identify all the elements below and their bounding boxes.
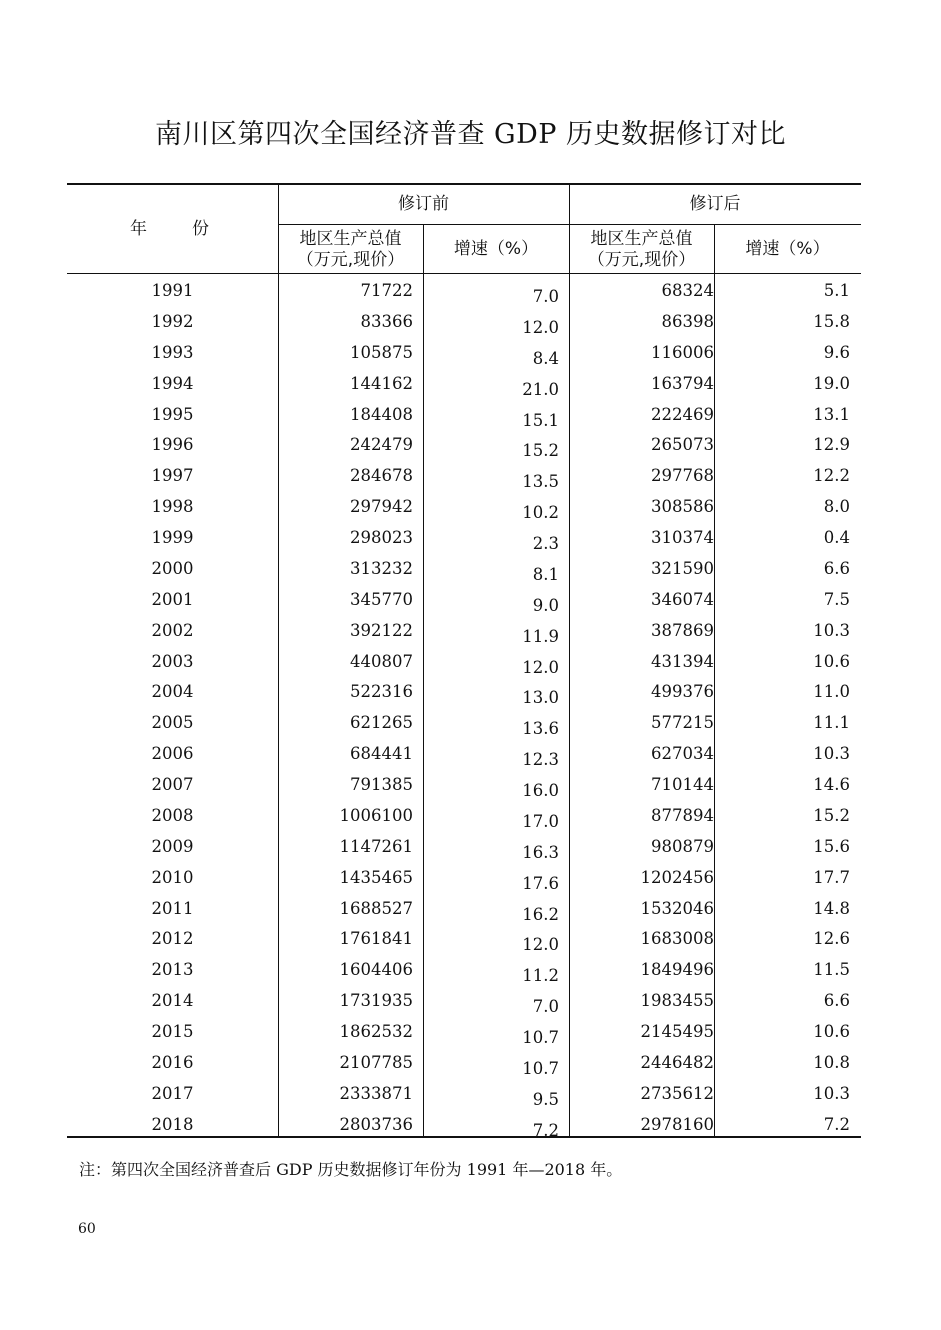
table-row [67, 929, 861, 955]
after-gdp-cell: 1983455 [640, 991, 714, 1011]
table-row [67, 651, 861, 677]
before-growth-cell: 8.4 [532, 348, 559, 368]
table-body [67, 281, 861, 1140]
gdp-header-line1: 地区生产总值 [299, 229, 402, 249]
year-cell: 2017 [151, 1083, 194, 1103]
year-cell: 1997 [151, 466, 194, 486]
table-row [67, 497, 861, 523]
year-cell: 2018 [151, 1114, 194, 1134]
year-cell: 2009 [151, 836, 194, 856]
gdp-header-line2: （万元,现价） [587, 250, 696, 270]
after-gdp-cell: 222469 [651, 404, 714, 424]
before-gdp-cell: 1761841 [339, 929, 413, 949]
before-gdp-cell: 392122 [350, 620, 413, 640]
table-row [67, 867, 861, 893]
table-row [67, 991, 861, 1017]
after-gdp-cell: 163794 [651, 373, 714, 393]
after-growth-header: 增速（%） [745, 239, 830, 259]
after-gdp-cell: 877894 [651, 805, 714, 825]
gdp-revision-table [67, 183, 861, 1138]
before-growth-cell: 8.1 [532, 564, 559, 584]
after-growth-cell: 5.1 [823, 281, 850, 300]
table-row [67, 960, 861, 986]
after-gdp-cell: 346074 [651, 589, 714, 609]
before-growth-cell: 16.2 [522, 904, 559, 924]
before-growth-cell: 12.0 [522, 935, 559, 955]
before-growth-cell: 2.3 [532, 534, 559, 553]
after-gdp-cell: 265073 [651, 435, 714, 455]
table-row [67, 836, 861, 862]
before-gdp-cell: 1006100 [339, 805, 413, 825]
before-growth-cell: 13.0 [522, 688, 559, 708]
table-row [67, 373, 861, 399]
year-cell: 1999 [151, 528, 194, 547]
table-row [67, 1083, 861, 1109]
after-gdp-cell: 980879 [651, 836, 714, 856]
after-gdp-cell: 1849496 [640, 960, 714, 980]
table-row [67, 281, 861, 306]
before-growth-cell: 15.2 [522, 441, 559, 461]
before-gdp-cell: 184408 [350, 404, 413, 424]
before-revision-header: 修订前 [398, 194, 449, 214]
after-growth-cell: 10.6 [813, 651, 850, 671]
year-header: 年 份 [130, 219, 223, 239]
year-cell: 2011 [151, 898, 194, 918]
after-growth-cell: 10.3 [813, 744, 850, 764]
table-row [67, 898, 861, 924]
table-row [67, 311, 861, 337]
table-row [67, 1052, 861, 1078]
before-growth-cell: 17.0 [522, 811, 559, 831]
after-gdp-cell: 2735612 [640, 1083, 714, 1103]
after-gdp-cell: 2145495 [640, 1022, 714, 1041]
after-growth-cell: 0.4 [823, 528, 850, 547]
after-revision-header: 修订后 [689, 194, 741, 214]
before-gdp-cell: 791385 [350, 775, 413, 794]
before-growth-cell: 21.0 [522, 379, 559, 399]
after-growth-cell: 11.0 [813, 682, 850, 702]
before-gdp-cell: 298023 [350, 528, 413, 547]
table-row [67, 558, 861, 584]
year-cell: 1998 [151, 497, 194, 517]
after-growth-cell: 10.3 [813, 1083, 850, 1103]
before-growth-cell: 11.2 [522, 966, 559, 986]
year-cell: 1995 [151, 404, 194, 424]
year-cell: 2004 [151, 682, 194, 702]
before-gdp-cell: 1731935 [339, 991, 413, 1011]
after-gdp-cell: 86398 [661, 311, 714, 331]
before-gdp-cell: 284678 [350, 466, 413, 486]
before-gdp-cell: 313232 [350, 558, 413, 578]
subheader-rule [278, 224, 861, 225]
year-cell: 1996 [151, 435, 194, 455]
before-growth-header: 增速（%） [453, 239, 539, 259]
year-cell: 2001 [151, 589, 194, 609]
table-row [67, 775, 861, 800]
year-cell: 1994 [151, 373, 194, 393]
before-growth-cell: 9.0 [532, 595, 559, 615]
after-growth-cell: 11.5 [813, 960, 850, 980]
year-cell: 2006 [151, 744, 194, 764]
table-note: 注：第四次全国经济普查后 GDP 历史数据修订年份为 1991 年—2018 年。 [79, 1160, 623, 1179]
before-gdp-cell: 2107785 [339, 1052, 413, 1072]
before-growth-cell: 12.0 [522, 657, 559, 677]
after-gdp-cell: 2978160 [640, 1114, 714, 1134]
after-growth-cell: 12.6 [813, 929, 850, 949]
after-growth-cell: 6.6 [823, 558, 850, 578]
after-gdp-cell: 627034 [651, 744, 714, 764]
after-gdp-cell: 308586 [651, 497, 714, 517]
after-growth-cell: 17.7 [813, 867, 850, 887]
before-gdp-cell: 2333871 [339, 1083, 413, 1103]
before-growth-cell: 9.5 [532, 1089, 559, 1109]
before-gdp-cell: 684441 [350, 744, 413, 764]
year-cell: 2010 [151, 867, 194, 887]
before-growth-cell: 15.1 [522, 410, 559, 430]
year-cell: 1992 [151, 311, 194, 331]
table-row [67, 435, 861, 461]
year-cell: 2005 [151, 713, 194, 733]
gdp-header-line2: （万元,现价） [296, 250, 405, 270]
table-row [67, 713, 861, 739]
before-gdp-cell: 1435465 [339, 867, 413, 887]
after-gdp-cell: 431394 [651, 651, 714, 671]
year-cell: 2000 [151, 558, 194, 578]
after-growth-cell: 10.8 [813, 1052, 850, 1072]
before-gdp-header [278, 229, 423, 271]
after-growth-cell: 12.2 [813, 466, 850, 486]
after-gdp-cell: 310374 [651, 528, 714, 547]
year-cell: 2012 [151, 929, 194, 949]
table-row [67, 342, 861, 368]
year-cell: 2015 [151, 1022, 194, 1041]
before-gdp-cell: 1147261 [339, 836, 413, 856]
after-gdp-header [569, 229, 714, 271]
after-growth-cell: 15.6 [813, 836, 850, 856]
before-growth-cell: 7.0 [532, 997, 559, 1017]
after-gdp-cell: 321590 [651, 558, 714, 578]
after-gdp-cell: 68324 [661, 281, 714, 300]
after-gdp-cell: 710144 [651, 775, 714, 794]
page-title: 南川区第四次全国经济普查 GDP 历史数据修订对比 [154, 119, 787, 150]
after-gdp-cell: 1683008 [640, 929, 714, 949]
before-gdp-cell: 297942 [350, 497, 413, 517]
gdp-header-line1: 地区生产总值 [590, 229, 693, 249]
before-growth-cell: 7.2 [532, 1120, 559, 1140]
after-growth-cell: 7.5 [823, 589, 850, 609]
after-growth-cell: 11.1 [813, 713, 850, 733]
table-row [67, 805, 861, 831]
year-cell: 2016 [151, 1052, 194, 1072]
year-cell: 2007 [151, 775, 194, 794]
before-gdp-cell: 440807 [350, 651, 413, 671]
before-gdp-cell: 83366 [360, 311, 413, 331]
after-growth-cell: 9.6 [823, 342, 850, 362]
before-growth-cell: 16.3 [522, 842, 559, 862]
before-gdp-cell: 2803736 [339, 1114, 413, 1134]
before-gdp-cell: 621265 [350, 713, 413, 733]
after-gdp-cell: 499376 [651, 682, 714, 702]
table-header-rule [67, 273, 861, 274]
table-row [67, 404, 861, 430]
before-gdp-cell: 1604406 [339, 960, 413, 980]
after-gdp-cell: 1202456 [640, 867, 714, 887]
table-row [67, 1022, 861, 1047]
after-gdp-cell: 116006 [651, 342, 714, 362]
after-gdp-cell: 387869 [651, 620, 714, 640]
before-growth-cell: 11.9 [522, 626, 559, 646]
before-gdp-cell: 1688527 [339, 898, 413, 918]
after-gdp-cell: 1532046 [640, 898, 714, 918]
after-growth-cell: 10.3 [813, 620, 850, 640]
after-growth-cell: 14.6 [813, 775, 850, 794]
table-row [67, 1114, 861, 1140]
after-growth-cell: 10.6 [813, 1022, 850, 1041]
table-row [67, 466, 861, 492]
before-gdp-cell: 522316 [350, 682, 413, 702]
before-gdp-cell: 345770 [350, 589, 413, 609]
after-growth-cell: 15.2 [813, 805, 850, 825]
before-growth-cell: 7.0 [532, 287, 559, 306]
table-row [67, 682, 861, 708]
before-growth-cell: 10.2 [522, 503, 559, 523]
year-cell: 1991 [151, 281, 194, 300]
year-cell: 2002 [151, 620, 194, 640]
before-growth-cell: 12.0 [522, 317, 559, 337]
table-bottom-rule [67, 1136, 861, 1138]
after-gdp-cell: 2446482 [640, 1052, 714, 1072]
before-growth-cell: 17.6 [522, 873, 559, 893]
before-growth-cell: 13.6 [522, 719, 559, 739]
table-top-rule [67, 183, 861, 185]
before-growth-cell: 16.0 [522, 781, 559, 800]
before-growth-cell: 10.7 [522, 1058, 559, 1078]
after-growth-cell: 19.0 [813, 373, 850, 393]
page-number: 60 [78, 1221, 96, 1237]
after-growth-cell: 7.2 [823, 1114, 850, 1134]
before-gdp-cell: 105875 [350, 342, 413, 362]
after-growth-cell: 15.8 [813, 311, 850, 331]
after-growth-cell: 13.1 [813, 404, 850, 424]
before-growth-cell: 12.3 [522, 750, 559, 770]
before-gdp-cell: 242479 [350, 435, 413, 455]
after-growth-cell: 14.8 [813, 898, 850, 918]
year-cell: 2008 [151, 805, 194, 825]
before-gdp-cell: 1862532 [339, 1022, 413, 1041]
table-row [67, 744, 861, 770]
year-cell: 2013 [151, 960, 194, 980]
year-cell: 2014 [151, 991, 194, 1011]
after-gdp-cell: 577215 [651, 713, 714, 733]
before-gdp-cell: 71722 [360, 281, 413, 300]
before-gdp-cell: 144162 [350, 373, 413, 393]
after-growth-cell: 8.0 [823, 497, 850, 517]
year-cell: 1993 [151, 342, 194, 362]
after-growth-cell: 12.9 [813, 435, 850, 455]
before-growth-cell: 10.7 [522, 1028, 559, 1047]
table-row [67, 620, 861, 646]
year-cell: 2003 [151, 651, 194, 671]
after-gdp-cell: 297768 [651, 466, 714, 486]
table-row [67, 528, 861, 553]
table-row [67, 589, 861, 615]
after-growth-cell: 6.6 [823, 991, 850, 1011]
before-growth-cell: 13.5 [522, 472, 559, 492]
